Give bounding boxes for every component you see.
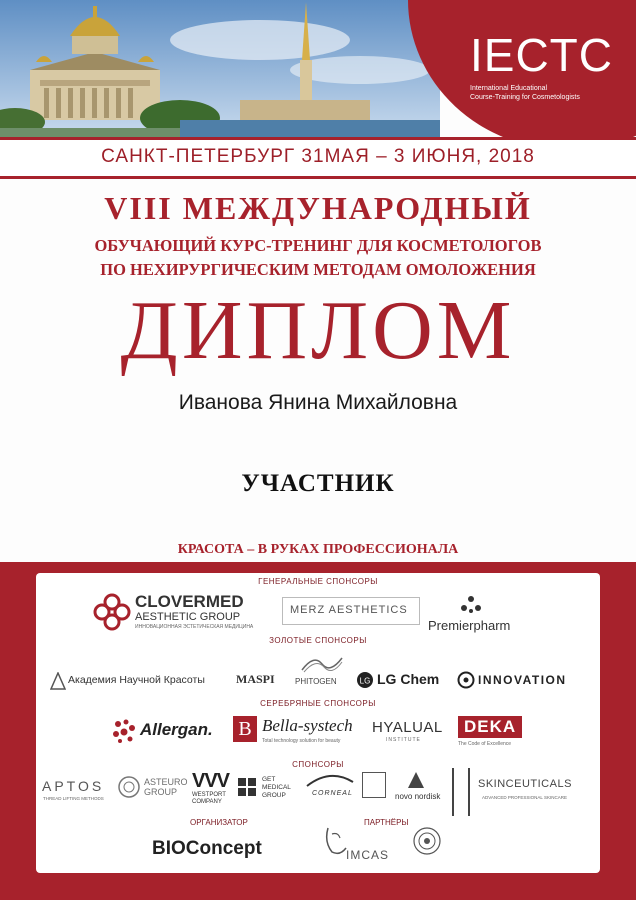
westport-logo: WESTPORT [192, 792, 226, 798]
skinceuticals-logo: SKINCEUTICALS [478, 778, 572, 790]
svg-text:LG: LG [359, 676, 371, 686]
partner-seal-icon [412, 826, 442, 861]
clover-icon [92, 592, 132, 632]
iectc-logo-subtitle [470, 84, 630, 102]
nucos-logo-box [362, 772, 386, 798]
innovation-icon [457, 671, 475, 694]
recipient-role: УЧАСТНИК [241, 470, 395, 497]
event-subtitle-line1: ОБУЧАЮЩИЙ КУРС-ТРЕНИНГ ДЛЯ КОСМЕТОЛОГОВ [94, 236, 542, 255]
asteuro-icon [117, 775, 141, 804]
premierpharm-icon [459, 594, 483, 621]
deka-logo: DEKA [458, 716, 522, 738]
event-title: VIII МЕЖДУНАРОДНЫЙ [104, 190, 532, 226]
organizer-label: ОРГАНИЗАТОР [190, 818, 248, 827]
bella-logo: Bella-systech [262, 716, 353, 735]
lg-chem-logo: LG Chem [377, 671, 440, 687]
vertical-brand-mark [452, 768, 470, 816]
hyalual-tagline: INSTITUTE [386, 737, 421, 743]
skinceuticals-tagline: ADVANCED PROFESSIONAL SKINCARE [482, 795, 568, 800]
aptos-logo: APTOS [42, 778, 105, 794]
lg-icon [356, 671, 374, 694]
asteuro-group: GROUP [144, 787, 178, 797]
sponsors-label: СПОНСОРЫ [292, 760, 344, 769]
imcas-logo: IMCAS [346, 848, 390, 862]
allergan-icon [110, 718, 138, 749]
westport-icon: VVV [192, 770, 230, 792]
getmed-logo: GET [262, 776, 276, 783]
partners-label: ПАРТНЁРЫ [364, 818, 409, 827]
general-sponsors-label: ГЕНЕРАЛЬНЫЕ СПОНСОРЫ [258, 577, 378, 586]
header-divider-bottom [0, 176, 636, 179]
maspi-logo: MASPI [236, 672, 275, 686]
clovermed-logo [92, 592, 132, 637]
clovermed-name: CLOVERMED [135, 592, 244, 611]
iectc-subtitle-line1: International Educational [470, 85, 548, 92]
saint-petersburg-photo [0, 0, 440, 138]
innovation-logo: INNOVATION [478, 673, 567, 687]
city-dates: САНКТ-ПЕТЕРБУРГ 31МАЯ – 3 ИЮНЯ, 2018 [101, 146, 535, 167]
aptos-tagline: THREAD LIFTING METHODS [43, 796, 104, 801]
getmed-icon [236, 776, 258, 803]
academy-logo: Академия Научной Красоты [68, 674, 205, 686]
bella-icon: B [233, 716, 257, 742]
asteuro-logo: ASTEURO [144, 777, 188, 787]
phitogen-icon [300, 654, 344, 679]
hyalual-logo: HYALUAL [372, 719, 443, 736]
allergan-logo: Allergan. [140, 720, 213, 739]
getmed-group: GROUP [262, 792, 286, 799]
academy-icon [50, 672, 66, 695]
silver-sponsors-label: СЕРЕБРЯНЫЕ СПОНСОРЫ [260, 699, 376, 708]
corneal-logo: CORNEAL [312, 790, 353, 797]
getmed-medical: MEDICAL [262, 784, 291, 791]
bella-tagline: Total technology solution for beauty [262, 738, 341, 744]
clovermed-subtitle: AESTHETIC GROUP [135, 611, 241, 623]
phitogen-logo: PHITOGEN [295, 677, 337, 686]
clovermed-tagline: ИННОВАЦИОННАЯ ЭСТЕТИЧЕСКАЯ МЕДИЦИНА [135, 624, 254, 630]
gold-sponsors-label: ЗОЛОТЫЕ СПОНСОРЫ [269, 636, 367, 645]
diploma-heading: ДИПЛОМ [120, 284, 516, 377]
premierpharm-logo: Premierpharm [428, 618, 511, 633]
deka-tagline: The Code of Excellence [458, 741, 512, 747]
merz-logo: MERZ AESTHETICS [290, 604, 408, 616]
iectc-subtitle-line2: Course-Training for Cosmetologists [470, 94, 580, 101]
novo-logo: novo nordisk [395, 792, 441, 801]
recipient-name: Иванова Янина Михайловна [178, 391, 458, 414]
iectc-logo: IECTC [470, 29, 613, 81]
slogan: КРАСОТА – В РУКАХ ПРОФЕССИОНАЛА [177, 542, 459, 557]
bioconcept-logo: BIOConcept [152, 838, 262, 859]
event-subtitle-line2: ПО НЕХИРУРГИЧЕСКИМ МЕТОДАМ ОМОЛОЖЕНИЯ [100, 260, 536, 279]
westport-company: COMPANY [192, 799, 222, 805]
